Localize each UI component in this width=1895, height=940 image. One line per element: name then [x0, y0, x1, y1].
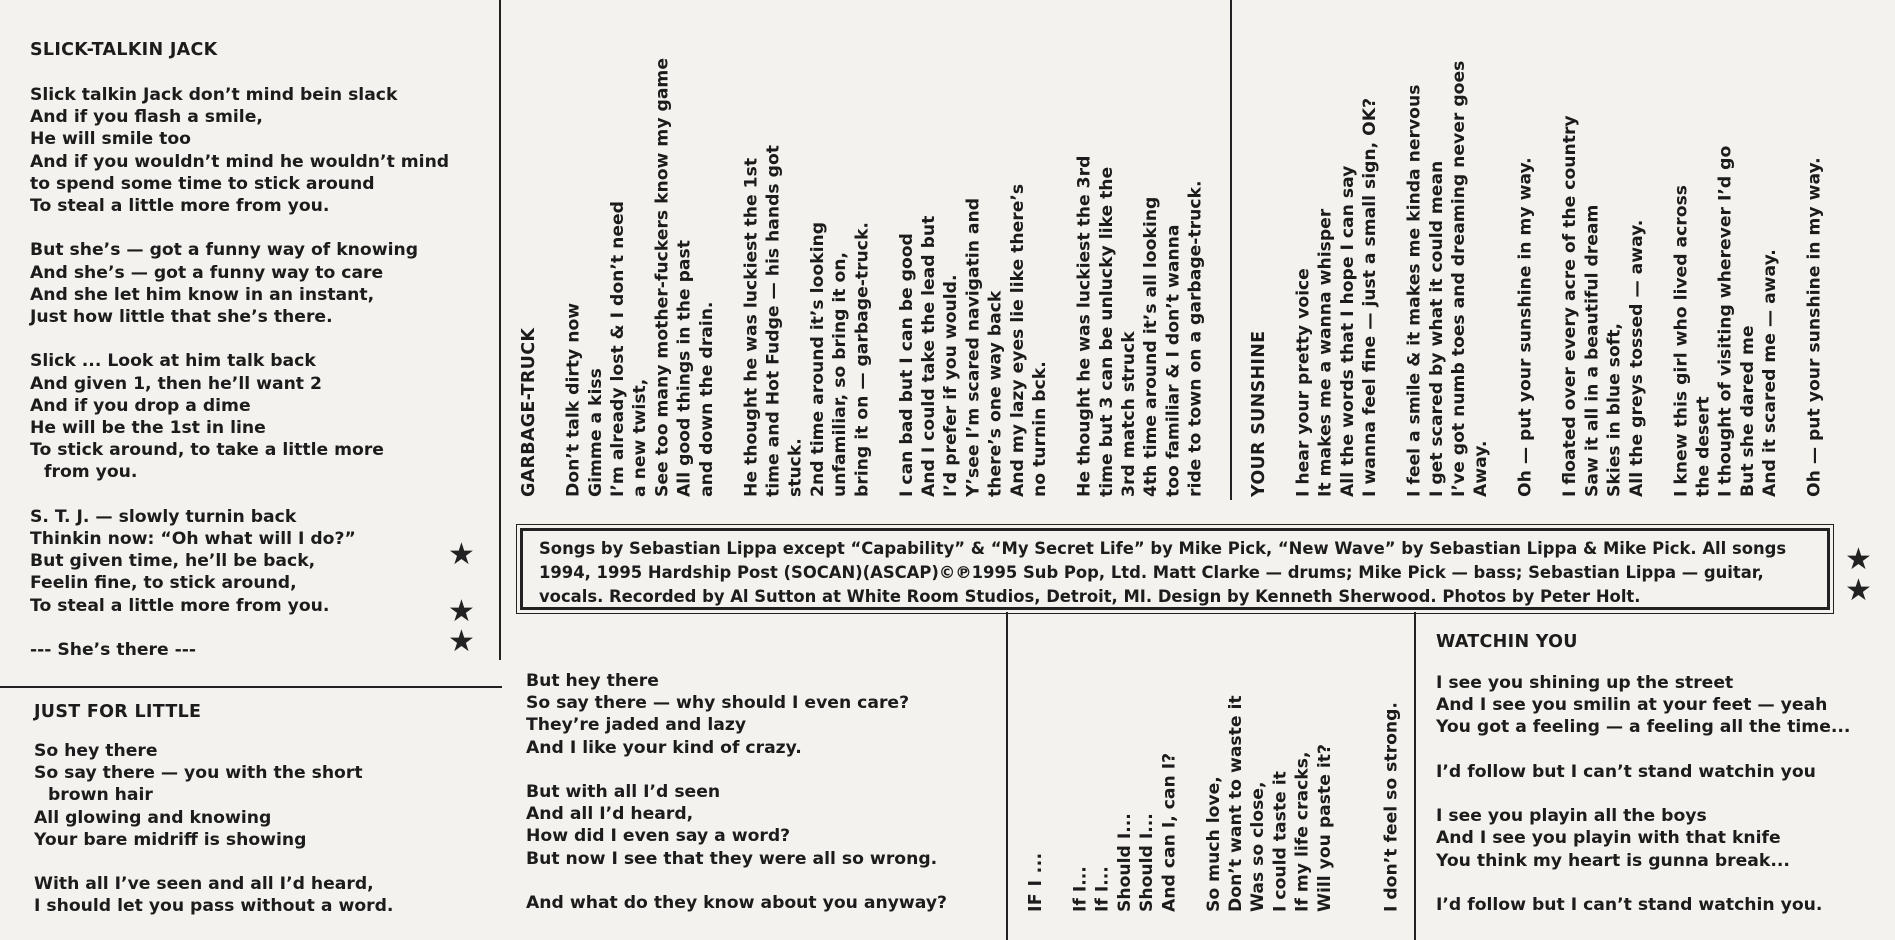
lyric-line: Slick talkin Jack don’t mind bein slack: [30, 85, 398, 105]
lyric-line: And what do they know about you anyway?: [526, 893, 948, 913]
star-icon: ★: [1845, 573, 1872, 608]
lyric-line: They’re jaded and lazy: [526, 715, 747, 736]
lyric-line: 4th time around it’s all looking: [1141, 196, 1162, 497]
lyric-line: I knew this girl who lived across: [1671, 184, 1692, 497]
lyric-line: brown hair: [48, 785, 153, 806]
lyric-line: I’d prefer if you would.: [941, 274, 962, 497]
star-icon: ★: [448, 624, 475, 659]
lyric-line: And if you flash a smile,: [30, 107, 263, 128]
song-title: JUST FOR LITTLE: [34, 702, 202, 722]
lyrics: [34, 740, 393, 918]
lyric-line: All the words that I hope I can say: [1337, 165, 1358, 497]
lyric-line: And I could take the lead but: [919, 215, 940, 497]
lyric-line: It makes me a wanna whisper: [1315, 208, 1336, 497]
lyric-line: Thinkin now: “Oh what will I do?”: [30, 529, 356, 550]
lyric-line: too familiar & I don’t wanna: [1163, 224, 1184, 497]
lyric-line: ride to town on a garbage-truck.: [1185, 180, 1206, 497]
lyric-line: 2nd time around it’s looking: [807, 222, 828, 497]
lyric-line: S. T. J. — slowly turnin back: [30, 506, 297, 527]
lyric-line: I’ve got numb toes and dreaming never goes: [1449, 60, 1470, 497]
lyric-line: And if you drop a dime: [30, 395, 251, 416]
lyric-line: I could taste it: [1270, 771, 1291, 912]
lyric-line: Y’see I’m scared navigatin and: [963, 197, 984, 497]
lyric-line: time but 3 can be unlucky like the: [1096, 166, 1117, 497]
lyric-line: I see you playin all the boys: [1436, 806, 1707, 827]
lyric-line: And she’s — got a funny way to care: [30, 262, 384, 283]
lyric-line: But hey there: [526, 671, 659, 691]
credits-box: [520, 528, 1830, 610]
lyric-line: With all I’ve seen and all I’d heard,: [34, 874, 374, 895]
song-your-sunshine: [1248, 25, 1826, 497]
lyric-line: And it scared me — away.: [1760, 249, 1781, 497]
lyric-line: He thought he was luckiest the 3rd: [1074, 155, 1095, 497]
lyric-line: I get scared by what it could mean: [1426, 160, 1447, 497]
lyric-line: So say there — you with the short: [34, 763, 363, 784]
song-if-i: [1025, 622, 1403, 912]
divider-bottom-vertical-2: [1414, 612, 1416, 940]
lyric-line: Oh — put your sunshine in my way.: [1515, 157, 1536, 497]
lyric-line: How did I even say a word?: [526, 826, 791, 847]
lyric-line: And I like your kind of crazy.: [526, 737, 802, 758]
lyric-line: I don’t feel so strong.: [1381, 702, 1402, 912]
lyric-line: To stick around, to take a little more: [30, 440, 384, 461]
lyric-line: the desert: [1693, 396, 1714, 497]
lyric-line: Should I...: [1137, 813, 1158, 912]
song-watchin-you: [1436, 632, 1850, 916]
song-garbage-truck: [518, 25, 1207, 497]
lyric-line: Was so close,: [1248, 781, 1269, 912]
lyric-line: All good things in the past: [674, 240, 695, 497]
lyric-line: Oh — put your sunshine in my way.: [1804, 157, 1825, 497]
lyric-line: I thought of visiting wherever I’d go: [1715, 145, 1736, 497]
lyric-line: Should I...: [1114, 813, 1135, 912]
lyric-line: So much love,: [1203, 776, 1224, 912]
lyric-line: He will be the 1st in line: [30, 418, 266, 439]
lyrics: [30, 84, 449, 661]
lyric-line: All the greys tossed — away.: [1626, 219, 1647, 497]
lyric-line: But with all I’d seen: [526, 782, 721, 802]
song-title: YOUR SUNSHINE: [1249, 330, 1269, 497]
lyric-line: Slick ... Look at him talk back: [30, 351, 316, 372]
lyric-line: I feel a smile & it makes me kinda nervous: [1404, 84, 1425, 497]
lyric-line: You got a feeling — a feeling all the time...: [1436, 717, 1851, 738]
lyric-line: 3rd match struck: [1118, 331, 1139, 497]
lyric-line: If I...: [1092, 866, 1113, 912]
lyric-line: Away.: [1471, 440, 1492, 497]
lyric-line: a new twist,: [630, 378, 651, 497]
lyric-line: To steal a little more from you.: [30, 595, 330, 616]
lyric-line: Will you paste it?: [1314, 744, 1335, 912]
lyric-line: from you.: [44, 462, 138, 483]
lyric-line: no turnin bck.: [1030, 361, 1051, 497]
lyric-line: stuck.: [785, 438, 806, 497]
lyric-line: Feelin fine, to stick around,: [30, 573, 297, 594]
song-slick-talkin-jack: [30, 40, 449, 661]
song-title: IF I ...: [1026, 852, 1046, 912]
lyric-line: to spend some time to stick around: [30, 173, 375, 194]
lyric-line: Don’t want to waste it: [1226, 695, 1247, 912]
lyric-line: If I...: [1070, 866, 1091, 912]
lyric-line: But she’s — got a funny way of knowing: [30, 240, 419, 261]
lyric-line: And if you wouldn’t mind he wouldn’t mind: [30, 151, 450, 172]
divider-bottom-vertical-1: [1006, 612, 1008, 940]
lyric-line: unfamiliar, so bring it on,: [830, 251, 851, 497]
song-title: WATCHIN YOU: [1436, 632, 1578, 652]
star-icon: ★: [448, 594, 475, 629]
song-title: SLICK-TALKIN JACK: [30, 40, 218, 60]
lyric-line: I’d follow but I can’t stand watchin you.: [1436, 894, 1823, 915]
star-icon: ★: [448, 537, 475, 572]
lyric-line: He will smile too: [30, 129, 191, 150]
song-title: GARBAGE-TRUCK: [519, 327, 540, 497]
lyric-line: Saw it all in a beautiful dream: [1582, 204, 1603, 497]
lyric-line: And can I, can I?: [1159, 752, 1180, 912]
lyric-line: All glowing and knowing: [34, 807, 272, 828]
lyric-line: And she let him know in an instant,: [30, 284, 375, 305]
lyric-line: there’s one way back: [985, 290, 1006, 497]
divider-left-vertical: [499, 0, 501, 660]
lyric-line: I’m already lost & I don’t need: [608, 201, 628, 497]
lyric-line: I see you shining up the street: [1436, 673, 1734, 693]
credits-text: Songs by Sebastian Lippa except “Capability” & “My Secret Life” by Mike Pick, “New Wave” by Sebastian Lippa & Mike Pick. All songs 1994, 1995 Hardship Post (SOCAN)(ASCAP)©℗1995 Sub Pop, Ltd. Matt Clarke — drums; Mike Pick — bass; Sebastian Lippa — guitar, vocals. Recorded by Al Sutton at White Room Studios, Detroit, MI. Design by Kenneth Sherwood. Photos by Peter Holt.: [539, 539, 1787, 606]
lyric-ending: --- She’s there ---: [30, 639, 197, 660]
lyric-line: You think my heart is gunna break...: [1436, 850, 1790, 871]
lyric-line: But given time, he’ll be back,: [30, 551, 316, 572]
lyric-line: But she dared me: [1737, 325, 1758, 497]
lyric-line: And I see you smilin at your feet — yeah: [1436, 695, 1828, 716]
lyric-line: I can bad but I can be good: [896, 233, 917, 497]
lyric-line: I should let you pass without a word.: [34, 896, 394, 917]
lyrics: [1436, 672, 1850, 916]
lyric-line: Gimme a kiss: [585, 368, 606, 497]
lyric-line: Don’t talk dirty now: [563, 302, 584, 497]
star-icon: ★: [1845, 542, 1872, 577]
lyric-line: I floated over every acre of the country: [1560, 115, 1581, 497]
lyric-line: So say there — why should I even care?: [526, 693, 910, 714]
lyric-line: And given 1, then he’ll want 2: [30, 373, 322, 394]
divider-mid-vertical: [1230, 0, 1232, 500]
lyric-line: And my lazy eyes lie like there’s: [1007, 183, 1028, 497]
lyric-line: If my life cracks,: [1292, 751, 1313, 912]
lyric-line: So hey there: [34, 741, 158, 761]
song-just-for-little-continued: [526, 670, 947, 914]
lyric-line: Your bare midriff is showing: [34, 829, 307, 850]
lyric-line: And all I’d heard,: [526, 804, 694, 825]
lyric-line: I’d follow but I can’t stand watchin you: [1436, 761, 1816, 782]
song-just-for-little: [34, 702, 393, 918]
lyric-line: He thought he was luckiest the 1st: [741, 157, 762, 497]
lyric-line: To steal a little more from you.: [30, 196, 330, 217]
divider-left-horizontal: [0, 686, 502, 688]
lyric-line: See too many mother-fuckers know my game: [652, 58, 673, 497]
lyric-line: Just how little that she’s there.: [30, 307, 333, 328]
lyric-line: I wanna feel fine — just a small sign, OK?: [1360, 97, 1381, 497]
lyric-line: And I see you playin with that knife: [1436, 828, 1781, 849]
lyric-line: time and Hot Fudge — his hands got: [763, 145, 784, 497]
lyric-line: But now I see that they were all so wrong.: [526, 848, 938, 869]
lyric-line: Skies in blue soft,: [1604, 322, 1625, 497]
lyric-line: I hear your pretty voice: [1293, 268, 1314, 497]
lyric-line: bring it on — garbage-truck.: [852, 222, 873, 497]
lyric-line: and down the drain.: [696, 301, 717, 497]
